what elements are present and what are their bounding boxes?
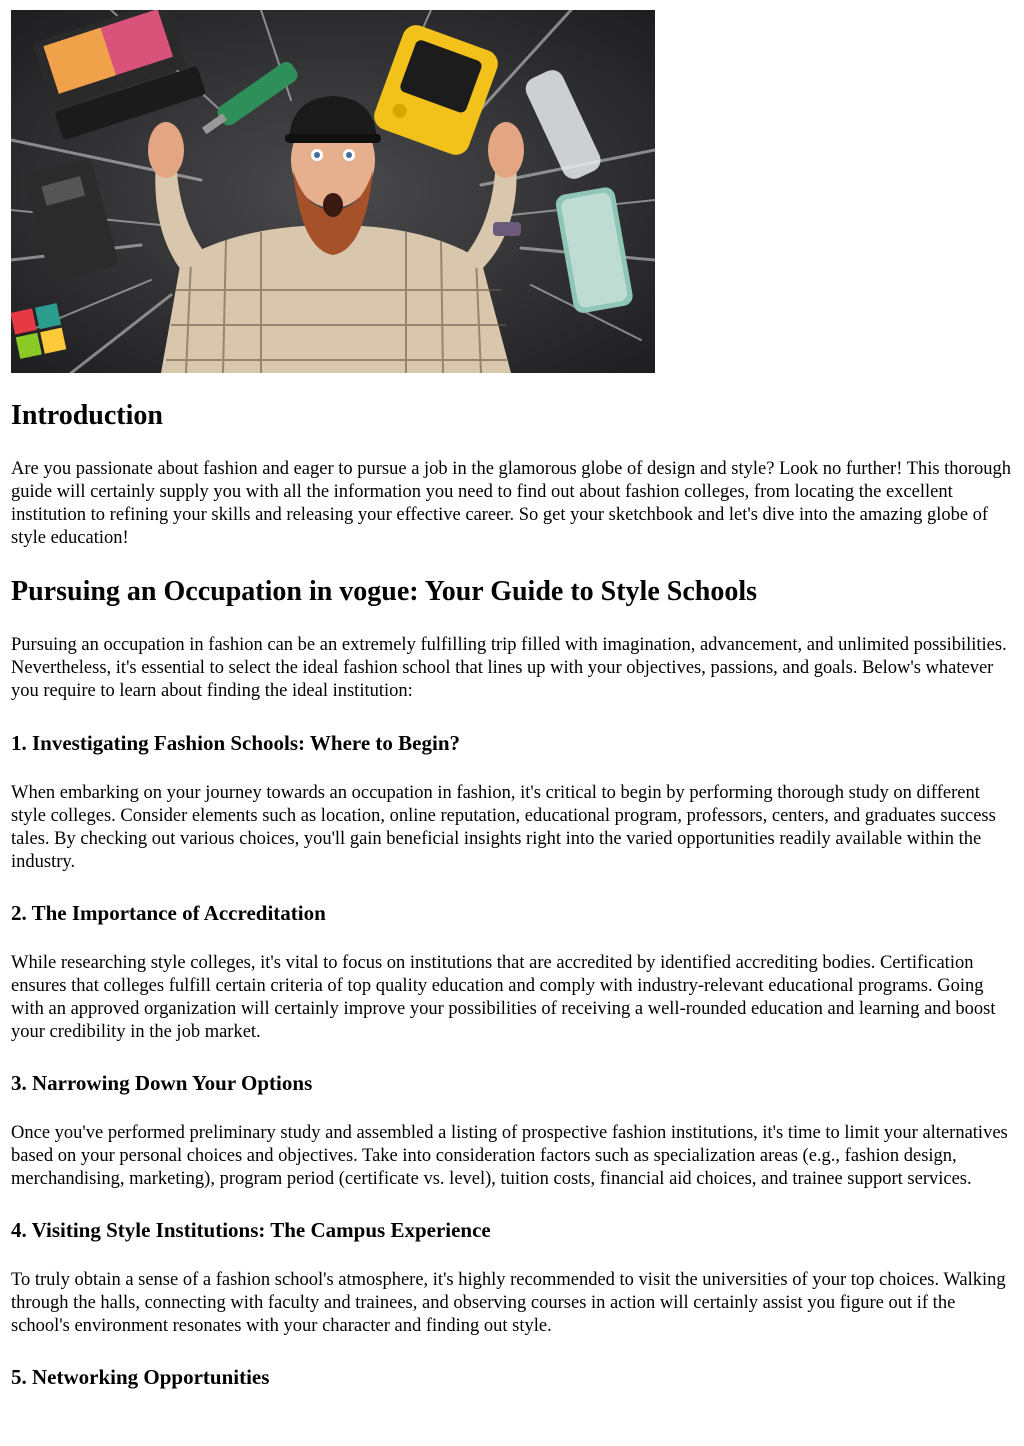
section-paragraph-3: Once you've performed preliminary study and assembled a listing of prospective fashion institutions, it's time to limit your alternatives based on your personal choices and objectives. Take into consideration factors such as specialization areas (e.g., fashion design, merchandising, marketing), program period (certificate vs. level), tuition costs, financial aid choices, and trainee support services. <box>11 1123 1008 1189</box>
section-paragraph-1: When embarking on your journey towards an occupation in fashion, it's critical to begin by performing thorough study on different style colleges. Consider elements such as location, online reputation, educational program, professors, centers, and graduates success tales. By checking out various choices, you'll gain beneficial insights right into the varied opportunities readily available within the industry. <box>11 783 996 872</box>
section-heading-5: 5. Networking Opportunities <box>11 1365 270 1389</box>
hero-image <box>11 10 655 373</box>
section-heading-3: 3. Narrowing Down Your Options <box>11 1071 313 1095</box>
section-paragraph-2: While researching style colleges, it's vital to focus on institutions that are accredited by identified accrediting bodies. Certification ensures that colleges fulfill certain criteria of top quality education and comply with industry-relevant educational programs. Going with an approved organization will certainly improve your possibilities of receiving a well-rounded education and learning and boost your credibility in the job market. <box>11 953 996 1042</box>
section-heading-4: 4. Visiting Style Institutions: The Campus Experience <box>11 1218 491 1242</box>
intro-heading: Introduction <box>11 400 163 431</box>
guide-heading: Pursuing an Occupation in vogue: Your Guide to Style Schools <box>11 576 758 607</box>
section-heading-2: 2. The Importance of Accreditation <box>11 901 326 925</box>
section-heading-1: 1. Investigating Fashion Schools: Where to Begin? <box>11 731 461 755</box>
section-paragraph-4: To truly obtain a sense of a fashion school's atmosphere, it's highly recommended to visit the universities of your top choices. Walking through the halls, connecting with faculty and trainees, and observing courses in action will certainly assist you figure out if the school's environment resonates with your character and finding out style. <box>11 1270 1006 1336</box>
guide-paragraph: Pursuing an occupation in fashion can be an extremely fulfilling trip filled with imagination, advancement, and unlimited possibilities. Nevertheless, it's essential to select the ideal fashion school that lines up with your objectives, passions, and goals. Below's whatever you require to learn about finding the ideal institution: <box>11 635 1007 701</box>
intro-paragraph: Are you passionate about fashion and eager to pursue a job in the glamorous globe of design and style? Look no further! This thorough guide will certainly supply you with all the information you need to find out about fashion colleges, from locating the excellent institution to refining your skills and releasing your effective career. So get your sketchbook and let's dive into the amazing globe of style education! <box>11 459 1011 548</box>
